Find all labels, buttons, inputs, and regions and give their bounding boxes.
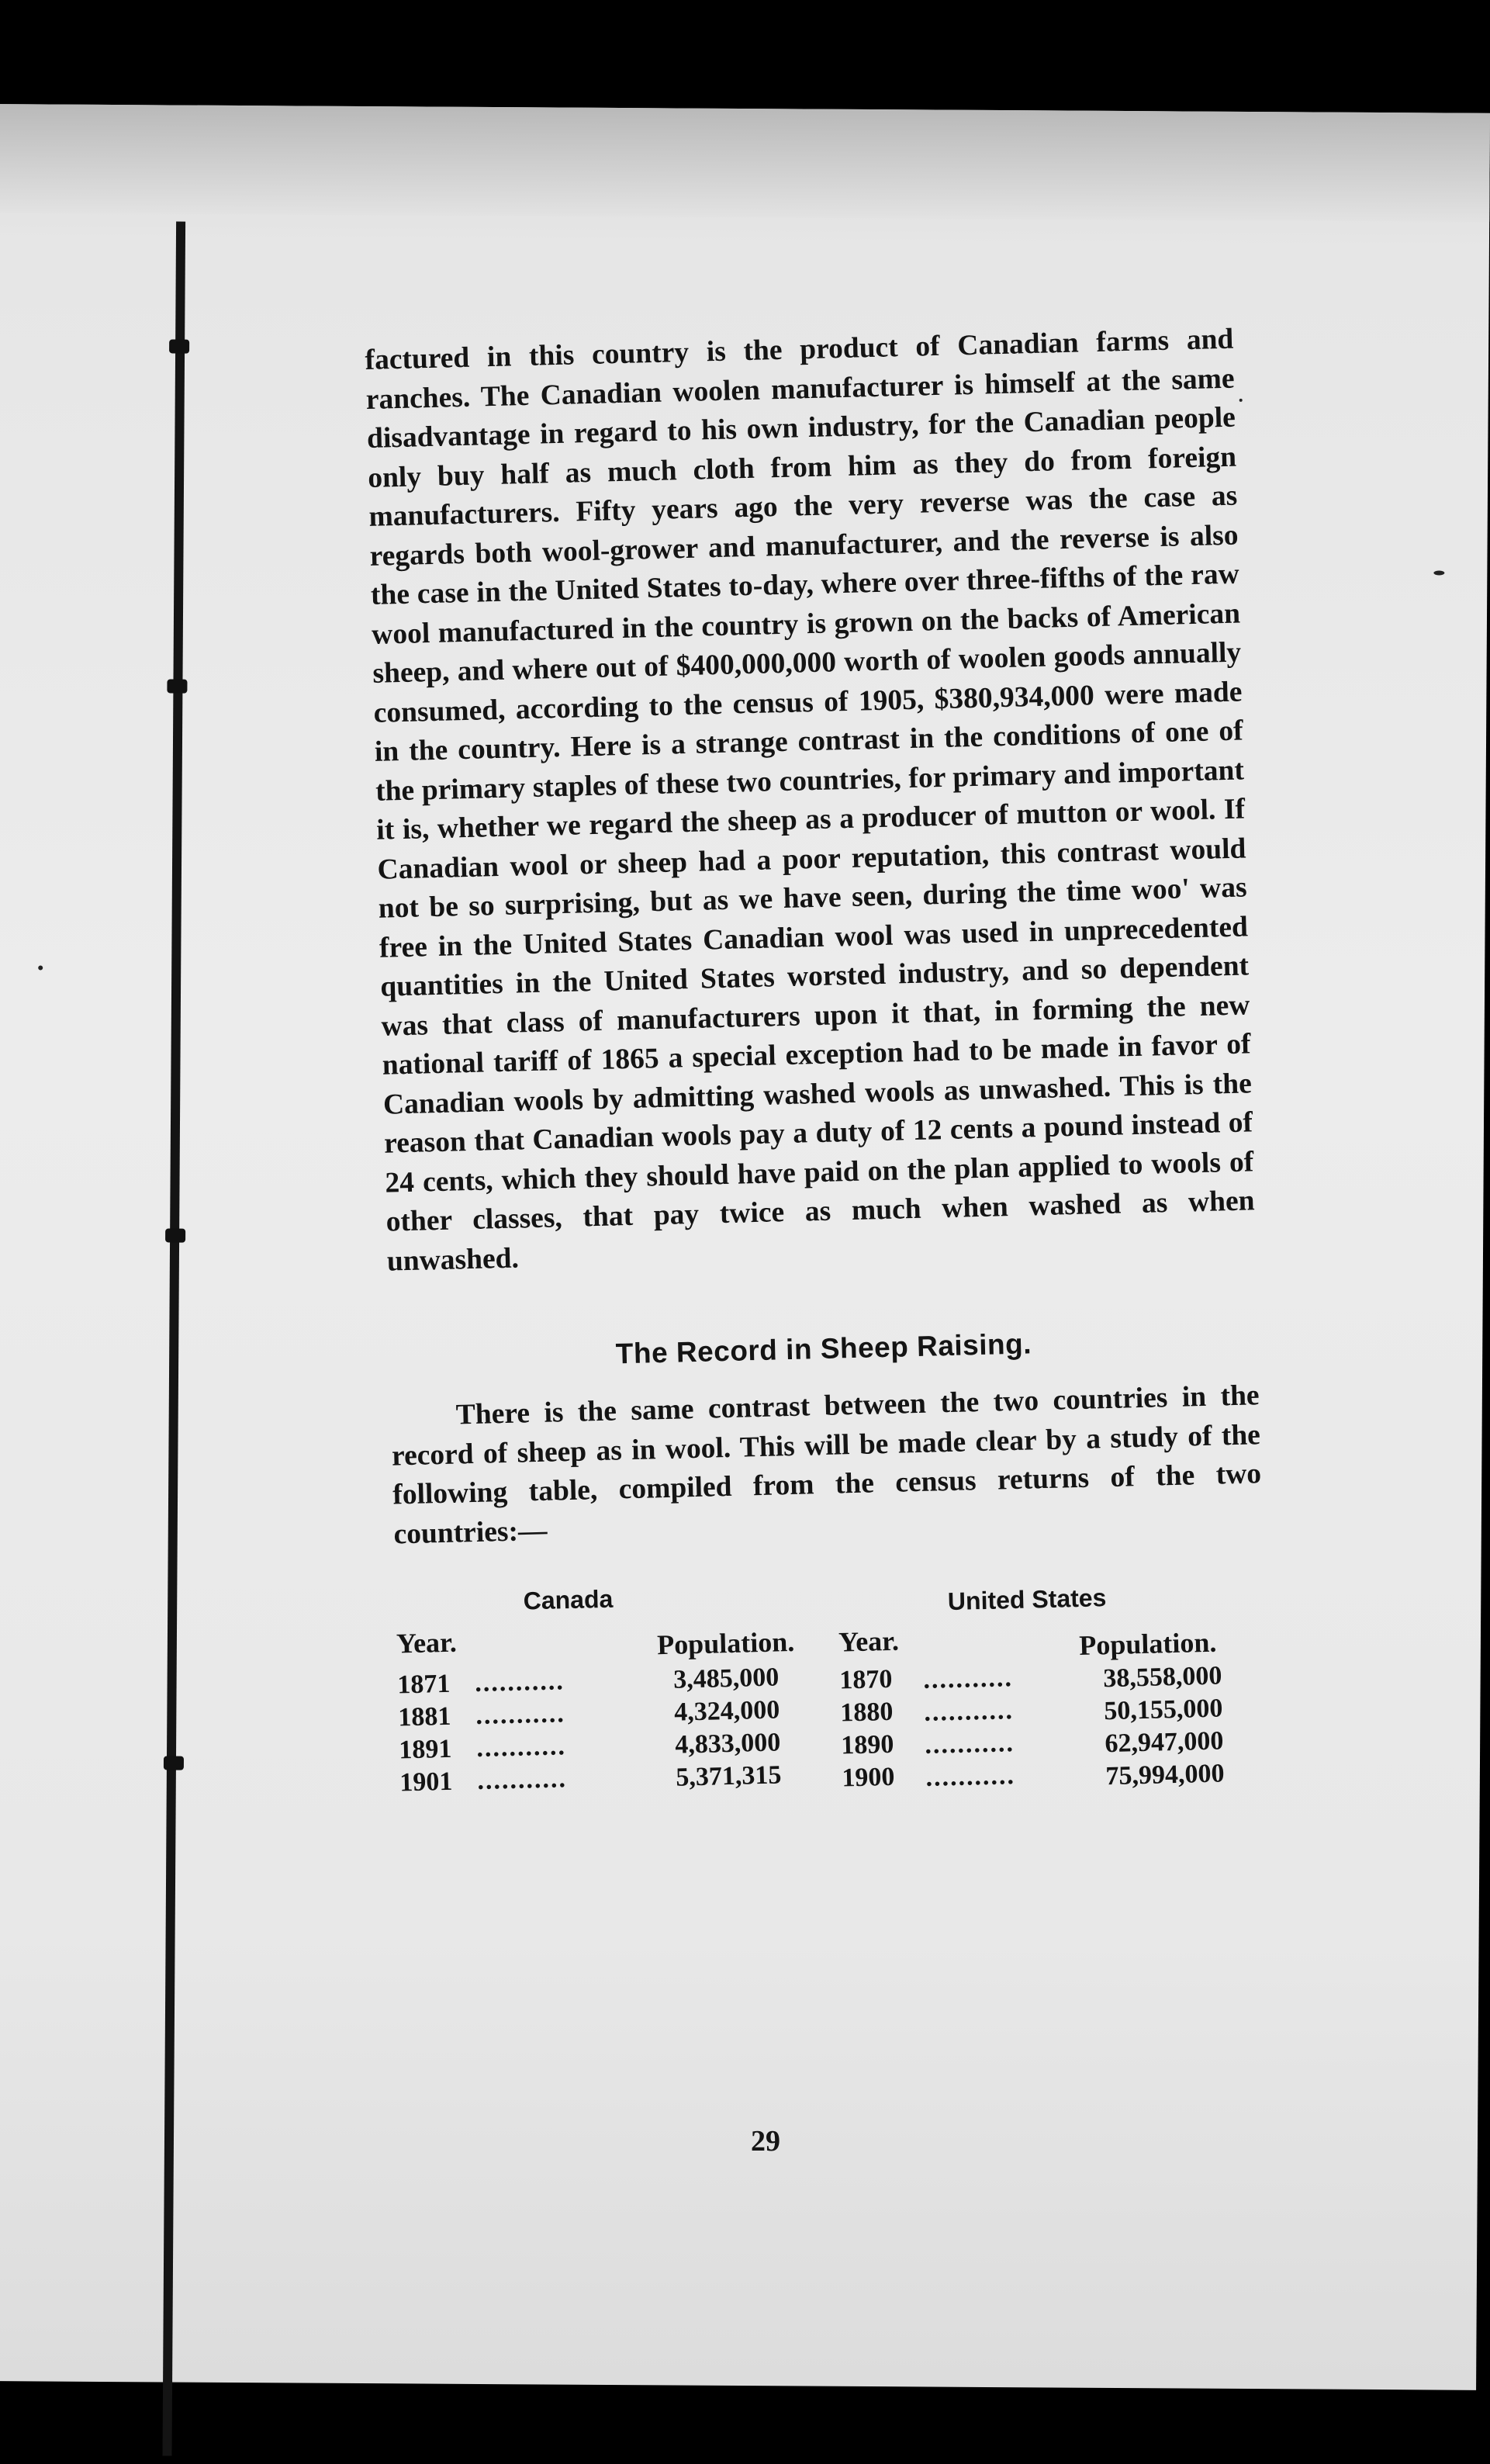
us-year: 1870 (838, 1664, 893, 1695)
us-population: 38,558,000 (1102, 1661, 1222, 1694)
dot-leader: ........... (476, 1764, 568, 1795)
dot-leader: ........... (922, 1663, 1014, 1694)
canada-population: 4,833,000 (674, 1728, 781, 1760)
dust-speck (1239, 399, 1243, 402)
us-year-header: Year. (838, 1625, 900, 1658)
dust-speck (1433, 570, 1444, 575)
canada-year-header: Year. (396, 1626, 458, 1659)
page-number: 29 (751, 2125, 780, 2158)
us-year: 1890 (840, 1729, 894, 1760)
dot-leader: ........... (475, 1699, 566, 1731)
us-population-header: Population. (1078, 1626, 1217, 1661)
us-population: 62,947,000 (1104, 1726, 1224, 1759)
dot-leader: ........... (925, 1761, 1016, 1792)
binding-thread (163, 222, 186, 2456)
canada-year: 1901 (399, 1767, 453, 1798)
binding-knot (164, 1756, 184, 1770)
canada-population: 4,324,000 (673, 1695, 780, 1727)
sheep-population-table (395, 1569, 1270, 1853)
section-heading: The Record in Sheep Raising. (615, 1327, 1032, 1370)
canada-population: 5,371,315 (675, 1760, 782, 1792)
dot-leader: ........... (923, 1696, 1015, 1727)
canada-year: 1871 (396, 1669, 451, 1700)
canada-population-header: Population. (656, 1625, 795, 1661)
scan-border-top (0, 0, 1490, 116)
binding-knot (165, 1228, 185, 1242)
canada-population: 3,485,000 (672, 1663, 780, 1694)
us-population: 50,155,000 (1103, 1694, 1223, 1726)
page-content (365, 320, 1270, 1854)
binding-knot (169, 339, 189, 353)
table-title-canada: Canada (523, 1584, 614, 1615)
dot-leader: ........... (474, 1666, 565, 1698)
dust-speck (38, 965, 43, 970)
canada-year: 1891 (398, 1734, 452, 1765)
us-year: 1900 (841, 1762, 895, 1793)
paragraph-continued: factured in this country is the product of Canadian farms and ranches. The Canadian woolen manufacturer is himself at the same disadvantage in regard to his own industry, for the Canadian people only buy half as much cloth from him as they do from foreign manufacturers. Fifty years ago the very reverse was the case as regards both wool-grower and manufacturer, and the reverse is also the case in the United States to-day, where over three-fifths of the raw wool manufactured in the country is grown on the backs of American sheep, and where out of $400,000,000 worth of woolen goods annually consumed, according to the census of 1905, $380,934,000 were made in the country. Here is a strange contrast in the conditions of one of the primary staples of these two countries, for primary and important it is, whether we regard the sheep as a producer of mutton or wool. If Canadian wool or sheep had a poor reputation, this contrast would not be so surprising, but as we have seen, during the time woo' was free in the United States Canadian wool was used in unprecedented quantities in the United States worsted industry, and so dependent was that class of manufacturers upon it that, in forming the new national tariff of 1865 a special exception had to be made in favor of Canadian wools by admitting washed wools as unwashed. This is the reason that Canadian wools pay a duty of 12 cents a pound instead of 24 cents, which they should have paid on the plan applied to wools of other classes, that pay twice as much when washed as when unwashed. (365, 323, 1255, 1278)
table-title-united-states: United States (947, 1583, 1107, 1616)
dot-leader: ........... (924, 1729, 1015, 1760)
canada-year: 1881 (397, 1701, 451, 1732)
binding-knot (167, 679, 187, 693)
paragraph-intro-table: There is the same contrast between the two countries in the record of sheep as in wool. This will be made clear by a study of the following table, compiled from the census returns of the two countries:— (391, 1379, 1262, 1551)
dot-leader: ........... (475, 1732, 567, 1763)
us-year: 1880 (839, 1697, 894, 1728)
us-population: 75,994,000 (1105, 1759, 1225, 1791)
page-top-shadow (0, 104, 1490, 222)
